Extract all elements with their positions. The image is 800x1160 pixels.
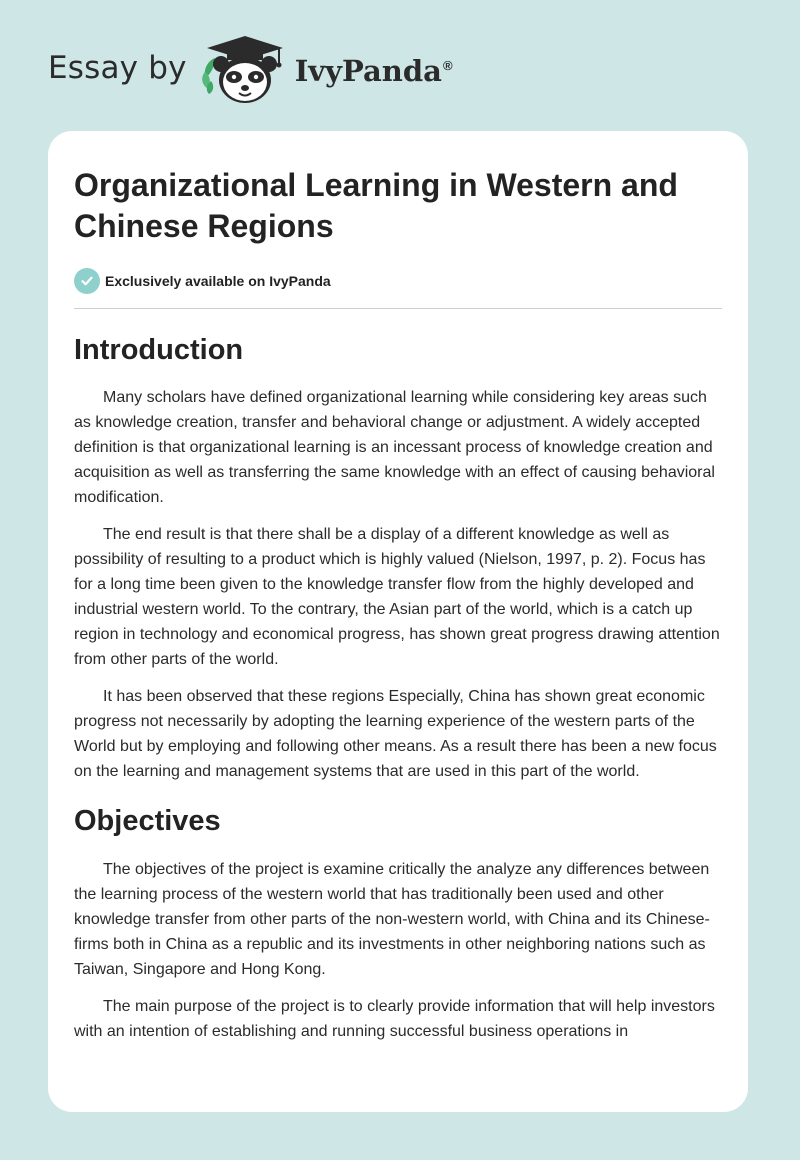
essay-card [48, 131, 748, 1112]
exclusive-label: Exclusively available on IvyPanda [105, 273, 331, 289]
section-heading-introduction: Introduction [74, 334, 244, 366]
brand-name-text: IvyPanda [294, 54, 442, 88]
paragraph: The main purpose of the project is to clearly provide information that will help investors with an intention of establishing and running successful business operations in [74, 998, 715, 1040]
paragraph: Many scholars have defined organizational learning while considering key areas such as knowledge creation, transfer and behavioral change or adjustment. A widely accepted definition is that organizational learning is an incessant process of knowledge creation and acquisition as well as transferring the same knowledge with an effect of causing behavioral modification. [74, 389, 715, 506]
paragraph: The end result is that there shall be a display of a different knowledge as well as possibility of resulting to a product which is highly valued (Nielson, 1997, p. 2). Focus has for a long time been given to the knowledge transfer flow from the highly developed and industrial western world. To the contrary, the Asian part of the world, which is a catch up region in technology and economical progress, has shown great progress drawing attention from other parts of the world. [74, 526, 720, 668]
essay-title: Organizational Learning in Western and Chinese Regions [74, 167, 678, 244]
section-heading-objectives: Objectives [74, 805, 221, 837]
check-circle-icon [74, 268, 100, 294]
brand-name[interactable] [295, 54, 453, 88]
exclusive-badge [74, 268, 722, 294]
site-header [48, 34, 453, 106]
paragraph: It has been observed that these regions Especially, China has shown great economic progress not necessarily by adopting the learning experience of the western parts of the World but by employing and following other means. As a result there has been a new focus on the learning and management systems that are used in this part of the world. [74, 688, 717, 780]
title-divider [74, 308, 722, 309]
essay-by-label: Essay by [48, 50, 187, 86]
panda-graduate-icon[interactable] [199, 34, 291, 106]
registered-mark: ® [442, 58, 453, 74]
paragraph: The objectives of the project is examine critically the analyze any differences between the learning process of the western world that has traditionally been used and other knowledge transfer from other parts of the non-western world, with China and its Chinese-firms both in China as a republic and its investments in other neighboring nations such as Taiwan, Singapore and Hong Kong. [74, 861, 710, 978]
